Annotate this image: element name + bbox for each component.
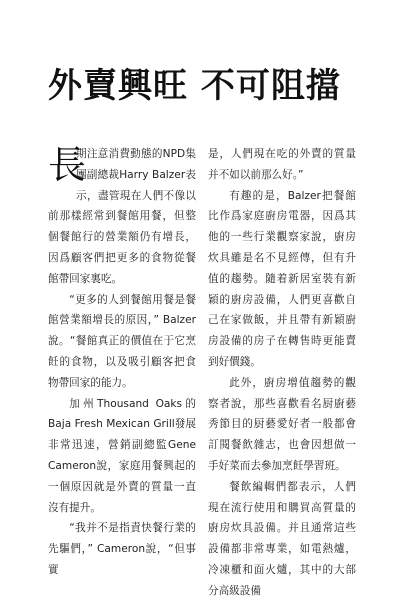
article-headline: 外賣興旺 不可阻擋	[48, 66, 341, 106]
paragraph-5: 是，人們現在吃的外賣的質量并不如以前那么好。”	[208, 148, 356, 181]
article-column-right	[208, 144, 356, 602]
article-column-left	[48, 144, 196, 581]
drop-cap: 長	[48, 143, 87, 187]
paragraph-3: 加州Thousand Oaks的Baja Fresh Mexican Grill發展非常迅速，營銷副總監Gene Cameron說，家庭用餐興起的一個原因就是外賣的質量一直沒有提升。	[48, 397, 196, 514]
paragraph-2: “更多的人到餐館用餐是餐館營業額增長的原因，” Balzer說。“餐館真正的價值在于它烹飪的食物，以及吸引顧客把食物帶回家的能力。	[48, 293, 196, 389]
paragraph-4: “我并不是指責快餐行業的先驅們，” Cameron說，“但事實	[48, 522, 196, 576]
paragraph-6: 有趣的是，Balzer把餐館比作爲家庭廚房電器，因爲其他的一些行業觀察家說，廚房炊具雖是名不見經傳，但有升值的趨勢。隨着新居室裝有新穎的廚房設備，人們更喜歡自己在家做飯，并且帶有新穎廚房設備的房子在轉售時更能賣到好價錢。	[208, 189, 356, 368]
paragraph-7: 此外，廚房增值趨勢的觀察者說，那些喜歡看名厨廚藝秀節目的厨藝愛好者一般都會訂閱餐飲雜志，也會因想做一手好菜而去參加烹飪學習班。	[208, 376, 356, 472]
paragraph-8: 餐飲編輯們都表示，人們現在流行使用和購買高質量的廚房炊具設備。并且通常這些設備都非常專業，如電熱爐，冷凍櫃和面火爐，其中的大部分高級設備	[208, 480, 356, 597]
paragraph-1	[48, 144, 196, 290]
paragraph-1-text: 期注意消費動態的NPD集團副總裁Harry Balzer表示，盡管現在人們不像以前那樣經常到餐館用餐，但整個餐館行的營業額仍有增長，因爲顧客們把更多的食物從餐館帶回家裏吃。	[48, 148, 196, 285]
